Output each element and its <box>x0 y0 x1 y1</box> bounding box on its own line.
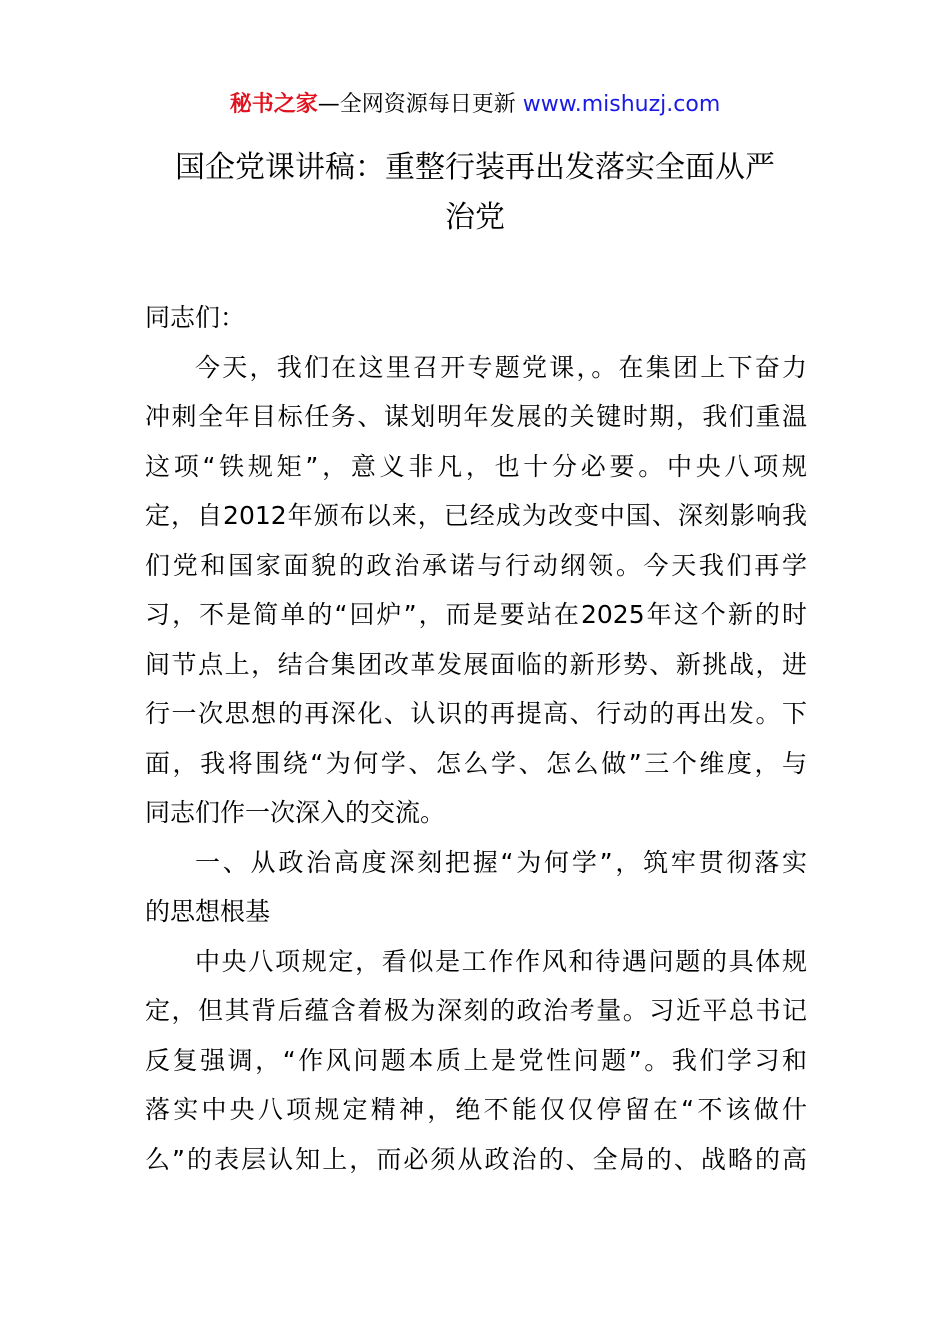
paragraph-line: 这项“铁规矩”，意义非凡，也十分必要。中央八项规 <box>145 451 807 481</box>
heading-line: 的思想根基 <box>145 897 271 926</box>
paragraph-line: 落实中央八项规定精神，绝不能仅仅停留在“不该做什 <box>145 1095 807 1124</box>
paragraph-2 <box>145 937 807 1185</box>
paragraph-line: 中央八项规定，看似是工作作风和待遇问题的具体规 <box>195 946 807 976</box>
paragraph-line: 们党和国家面貌的政治承诺与行动纲领。今天我们再学 <box>145 550 807 580</box>
paragraph-line: 习，不是简单的“回炉”，而是要站在2025年这个新的时 <box>145 600 807 629</box>
paragraph-line: 么”的表层认知上，而必须从政治的、全局的、战略的高 <box>145 1144 807 1174</box>
paragraph-1 <box>145 343 807 838</box>
paragraph-line: 定，但其背后蕴含着极为深刻的政治考量。习近平总书记 <box>145 996 807 1025</box>
section-1-heading <box>145 838 807 937</box>
document-title <box>130 143 820 243</box>
brand-name: 秘书之家 <box>229 92 318 117</box>
document-body <box>145 293 807 1184</box>
paragraph-line: 定，自2012年颁布以来，已经成为改变中国、深刻影响我 <box>145 501 807 530</box>
paragraph-line: 反复强调，“作风问题本质上是党性问题”。我们学习和 <box>145 1045 807 1075</box>
title-line-1: 国企党课讲稿：重整行装再出发落实全面从严 <box>175 150 775 185</box>
paragraph-line: 间节点上，结合集团改革发展面临的新形势、新挑战，进 <box>145 649 807 679</box>
heading-line: 一、从政治高度深刻把握“为何学”，筑牢贯彻落实 <box>195 847 807 877</box>
site-url-link[interactable]: www.mishuzj.com <box>522 92 721 117</box>
paragraph-line: 冲刺全年目标任务、谋划明年发展的关键时期，我们重温 <box>145 402 807 431</box>
paragraph-line: 行一次思想的再深化、认识的再提高、行动的再出发。下 <box>145 699 807 728</box>
title-line-2: 治党 <box>445 200 505 235</box>
paragraph-line: 同志们作一次深入的交流。 <box>145 798 446 827</box>
salutation: 同志们： <box>145 303 246 332</box>
site-header <box>0 88 950 122</box>
header-tagline: —全网资源每日更新 <box>317 92 523 117</box>
paragraph-line: 今天，我们在这里召开专题党课，。在集团上下奋力 <box>195 352 807 382</box>
paragraph-line: 面，我将围绕“为何学、怎么学、怎么做”三个维度，与 <box>145 748 807 778</box>
